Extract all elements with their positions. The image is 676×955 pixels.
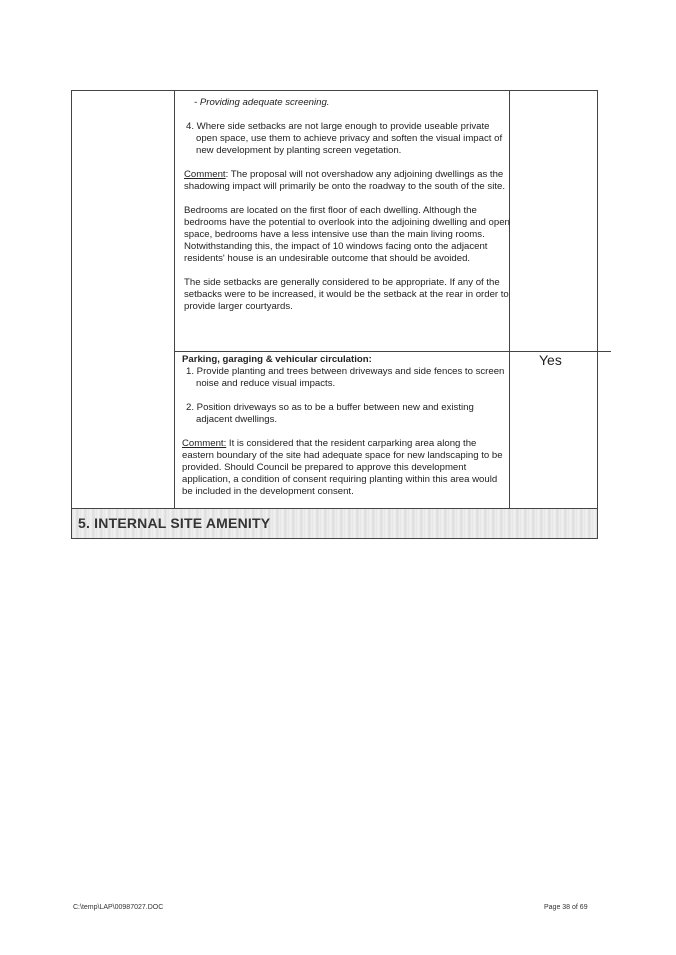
footer-file-path: C:\temp\LAP\00987027.DOC: [73, 904, 164, 911]
bedrooms-paragraph: Bedrooms are located on the first floor of each dwelling. Although the bedrooms have the potential to overlook into the adjoining dwelling and open space, bedrooms have a less intensive use than the main living rooms. Notwithstanding this, the impact of 10 windows facing onto the adjacent residents' house is an undesirable outcome that should be avoided.: [184, 205, 510, 264]
comment-paragraph: [184, 169, 510, 193]
comment-text: : The proposal will not overshadow any adjoining dwellings as the shadowing impact will primarily be onto the roadway to the south of the site.: [184, 169, 506, 192]
screening-bullet: - Providing adequate screening.: [194, 97, 330, 108]
assessment-table: [71, 90, 598, 539]
compliance-yes: Yes: [539, 352, 562, 368]
section-heading: 5. INTERNAL SITE AMENITY: [78, 515, 271, 531]
parking-comment: [182, 438, 508, 498]
parking-item-2: 2. Position driveways so as to be a buffer between new and existing adjacent dwellings.: [186, 402, 474, 425]
parking-comment-text: It is considered that the resident carparking area along the eastern boundary of the site had adequate space for new landscaping to be provided. Should Council be prepared to approve this development application, a condition of consent requiring planting within this area would be included in the development consent.: [182, 438, 503, 497]
section-heading-bar: [72, 508, 597, 538]
parking-title: Parking, garaging & vehicular circulation:: [182, 354, 372, 365]
setbacks-paragraph: The side setbacks are generally considered to be appropriate. If any of the setbacks were to be increased, it would be the setback at the rear in order to provide larger courtyards.: [184, 277, 509, 312]
upper-criteria-cell: [184, 97, 510, 313]
parking-item-1: 1. Provide planting and trees between driveways and side fences to screen noise and reduce visual impacts.: [186, 366, 505, 389]
item-4: 4. Where side setbacks are not large enough to provide useable private open space, use them to achieve privacy and soften the visual impact of new development by planting screen vegetation.: [186, 121, 503, 156]
comment-label: Comment: [184, 169, 226, 180]
column-divider-left: [174, 91, 175, 508]
parking-comment-label: Comment:: [182, 438, 227, 449]
parking-criteria-cell: [182, 354, 508, 498]
footer-page-number: Page 38 of 69: [544, 904, 588, 911]
